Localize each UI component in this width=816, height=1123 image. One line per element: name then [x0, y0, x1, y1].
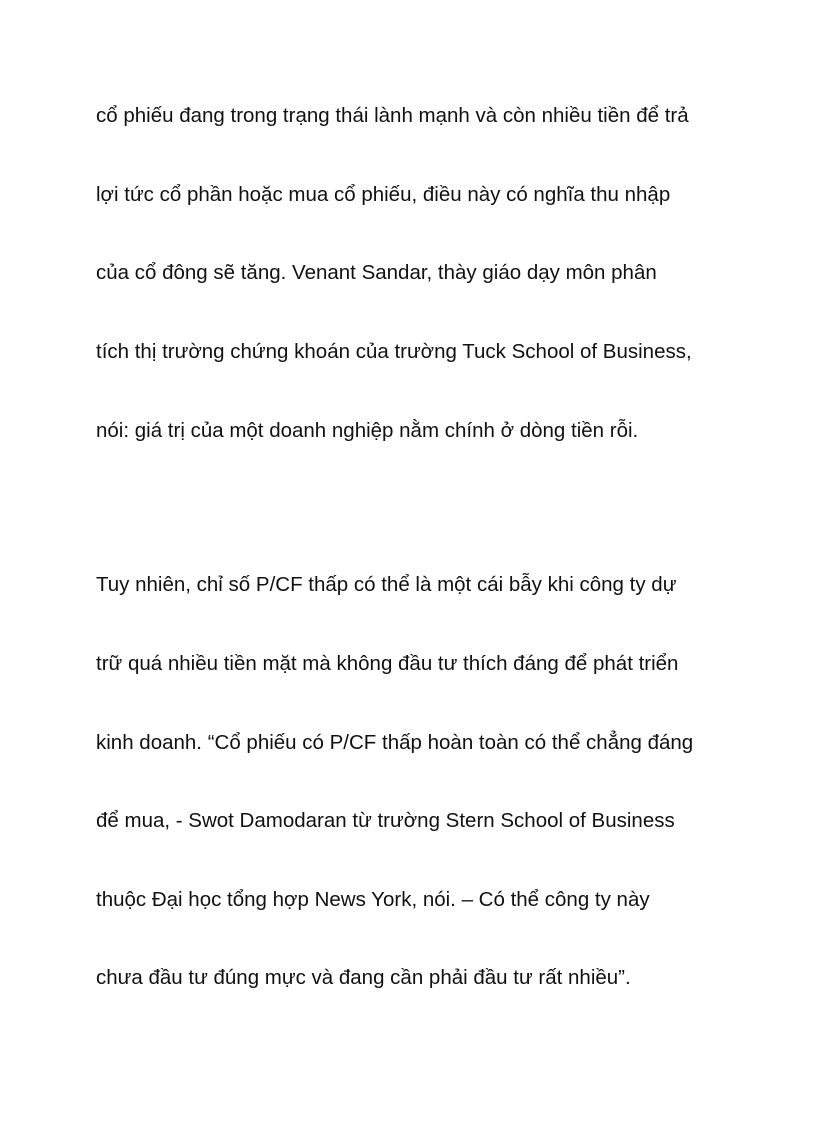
text-line: trữ quá nhiều tiền mặt mà không đầu tư thích đáng để phát triển [96, 652, 679, 675]
text-line: của cổ đông sẽ tăng. Venant Sandar, thày giáo dạy môn phân [96, 261, 657, 284]
text-line: cổ phiếu đang trong trạng thái lành mạnh và còn nhiều tiền để trả [96, 104, 689, 127]
text-line: chưa đầu tư đúng mực và đang cần phải đầu tư rất nhiều”. [96, 966, 631, 989]
text-line: thuộc Đại học tổng hợp News York, nói. – Có thể công ty này [96, 888, 650, 911]
text-line: Tuy nhiên, chỉ số P/CF thấp có thể là một cái bẫy khi công ty dự [96, 573, 677, 596]
text-line: tích thị trường chứng khoán của trường Tuck School of Business, [96, 340, 692, 363]
text-line: nói: giá trị của một doanh nghiệp nằm chính ở dòng tiền rỗi. [96, 419, 639, 442]
text-line: để mua, - Swot Damodaran từ trường Stern School of Business [96, 809, 675, 832]
text-line: lợi tức cổ phần hoặc mua cổ phiếu, điều này có nghĩa thu nhập [96, 183, 671, 206]
text-line: kinh doanh. “Cổ phiếu có P/CF thấp hoàn toàn có thể chẳng đáng [96, 731, 694, 754]
